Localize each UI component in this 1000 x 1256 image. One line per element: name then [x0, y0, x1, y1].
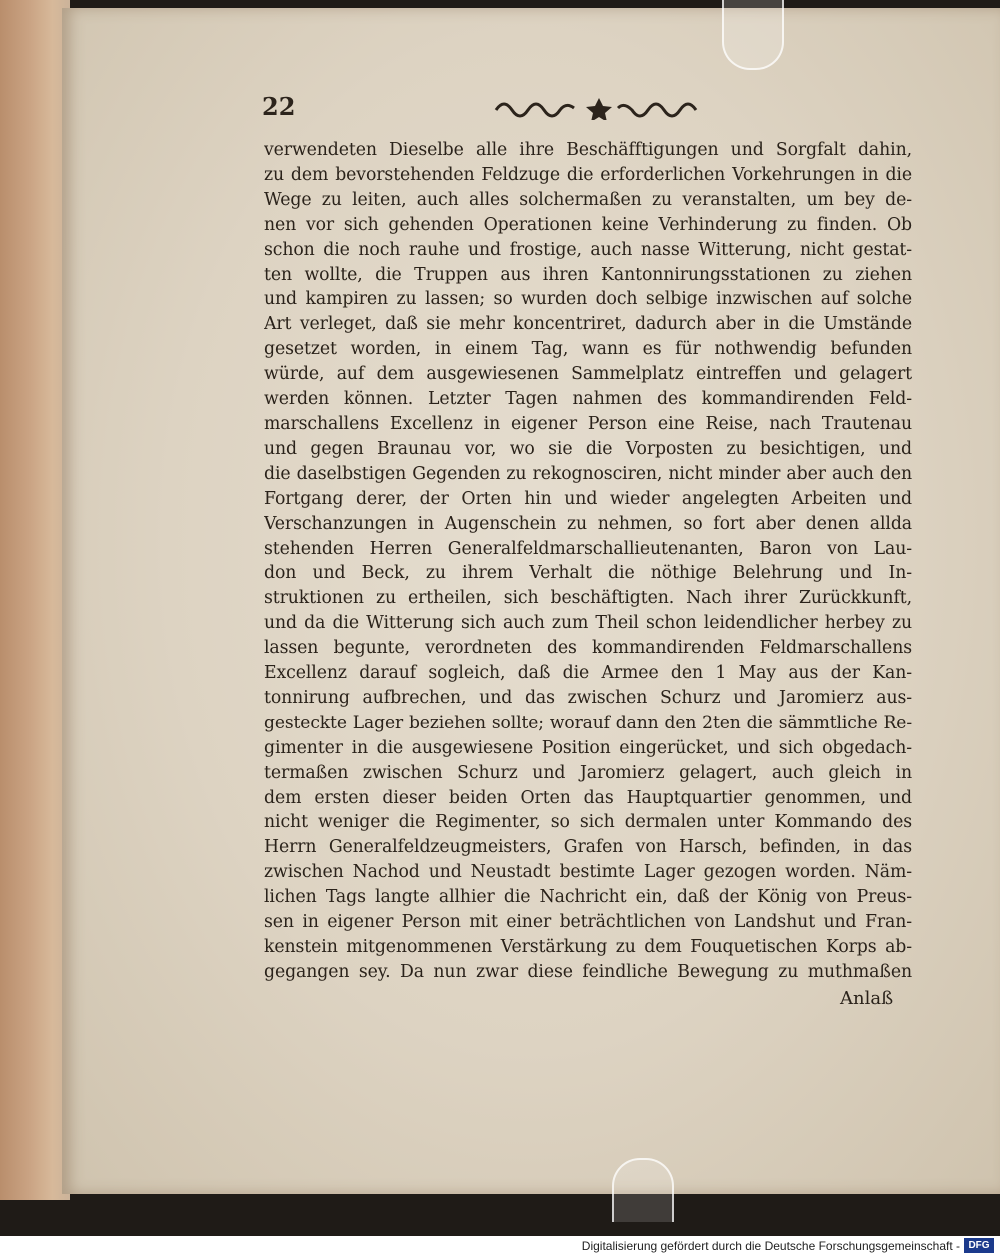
text-line: don und Beck, zu ihrem Verhalt die nöthige Belehrung und In- [264, 563, 912, 584]
footer-credit: Digitalisierung gefördert durch die Deutsche Forschungsgemeinschaft - [581, 1239, 960, 1253]
text-line: gegangen sey. Da nun zwar diese feindliche Bewegung zu muthmaßen [264, 961, 912, 982]
text-line: lassen begunte, verordneten des kommandirenden Feldmarschallens [264, 638, 912, 659]
text-line: zwischen Nachod und Neustadt bestimte Lager gezogen worden. Näm- [264, 862, 912, 883]
text-line: nicht weniger die Regimenter, so sich dermalen unter Kommando des [264, 812, 912, 833]
page-text [264, 138, 912, 985]
text-line: marschallens Excellenz in eigener Person eine Reise, nach Trautenau [264, 413, 912, 434]
header-ornament-icon [494, 96, 704, 120]
text-line: Herrn Generalfeldzeugmeisters, Grafen von Harsch, befinden, in das [264, 837, 912, 858]
page-header [262, 92, 912, 124]
page-edge [0, 0, 70, 1200]
text-line: würde, auf dem ausgewiesenen Sammelplatz eintreffen und gelagert [264, 364, 912, 385]
text-line: werden können. Letzter Tagen nahmen des kommandirenden Feld- [264, 389, 912, 410]
text-line: zu dem bevorstehenden Feldzuge die erforderlichen Vorkehrungen in die [264, 164, 912, 185]
page-number: 22 [262, 92, 296, 121]
text-line: und da die Witterung sich auch zum Theil schon leidendlicher herbey zu [264, 613, 912, 634]
text-line: und gegen Braunau vor, wo sie die Vorposten zu besichtigen, und [264, 438, 912, 459]
text-line: schon die noch rauhe und frostige, auch nasse Witterung, nicht gestat- [264, 239, 912, 260]
page-clip-bottom [612, 1158, 674, 1222]
text-line: Verschanzungen in Augenschein zu nehmen, so fort aber denen allda [264, 513, 912, 534]
text-line: Art verleget, daß sie mehr koncentriret, dadurch aber in die Umstände [264, 314, 912, 335]
text-line: gesetzet worden, in einem Tag, wann es für nothwendig befunden [264, 339, 912, 360]
text-line: kenstein mitgenommenen Verstärkung zu dem Fouquetischen Korps ab- [264, 937, 912, 957]
text-line: Fortgang derer, der Orten hin und wieder angelegten Arbeiten und [264, 488, 912, 509]
page-clip-top [722, 0, 784, 70]
text-line: Excellenz darauf sogleich, daß die Armee den 1 May aus der Kan- [264, 663, 912, 684]
dfg-logo-icon: DFG [964, 1238, 994, 1253]
text-line: ten wollte, die Truppen aus ihren Kantonnirungsstationen zu ziehen [264, 264, 912, 285]
catchword: Anlaß [840, 988, 894, 1009]
text-line: gimenter in die ausgewiesene Position eingerücket, und sich obgedach- [264, 737, 912, 758]
text-line: nen vor sich gehenden Operationen keine Verhinderung zu finden. Ob [264, 214, 912, 235]
text-line: struktionen zu ertheilen, sich beschäftigten. Nach ihrer Zurückkunft, [264, 588, 912, 609]
text-line: dem ersten dieser beiden Orten das Hauptquartier genommen, und [264, 787, 912, 808]
text-line: verwendeten Dieselbe alle ihre Beschäfftigungen und Sorgfalt dahin, [264, 140, 912, 160]
text-line: und kampiren zu lassen; so wurden doch selbige inzwischen auf solche [264, 289, 912, 310]
text-line: termaßen zwischen Schurz und Jaromierz gelagert, auch gleich in [264, 762, 912, 783]
text-line: tonnirung aufbrechen, und das zwischen Schurz und Jaromierz aus- [264, 687, 912, 708]
text-line: die daselbstigen Gegenden zu rekognosciren, nicht minder aber auch den [264, 463, 912, 484]
text-line: stehenden Herren Generalfeldmarschallieutenanten, Baron von Lau- [264, 538, 912, 559]
text-line: gesteckte Lager beziehen sollte; worauf dann den 2ten die sämmtliche Re- [264, 712, 912, 733]
text-line: sen in eigener Person mit einer beträchtlichen von Landshut und Fran- [264, 912, 912, 933]
text-line: lichen Tags langte allhier die Nachricht ein, daß der König von Preus- [264, 887, 912, 908]
footer-strip [0, 1236, 1000, 1256]
text-line: Wege zu leiten, auch alles solchermaßen zu veranstalten, um bey de- [264, 189, 912, 210]
